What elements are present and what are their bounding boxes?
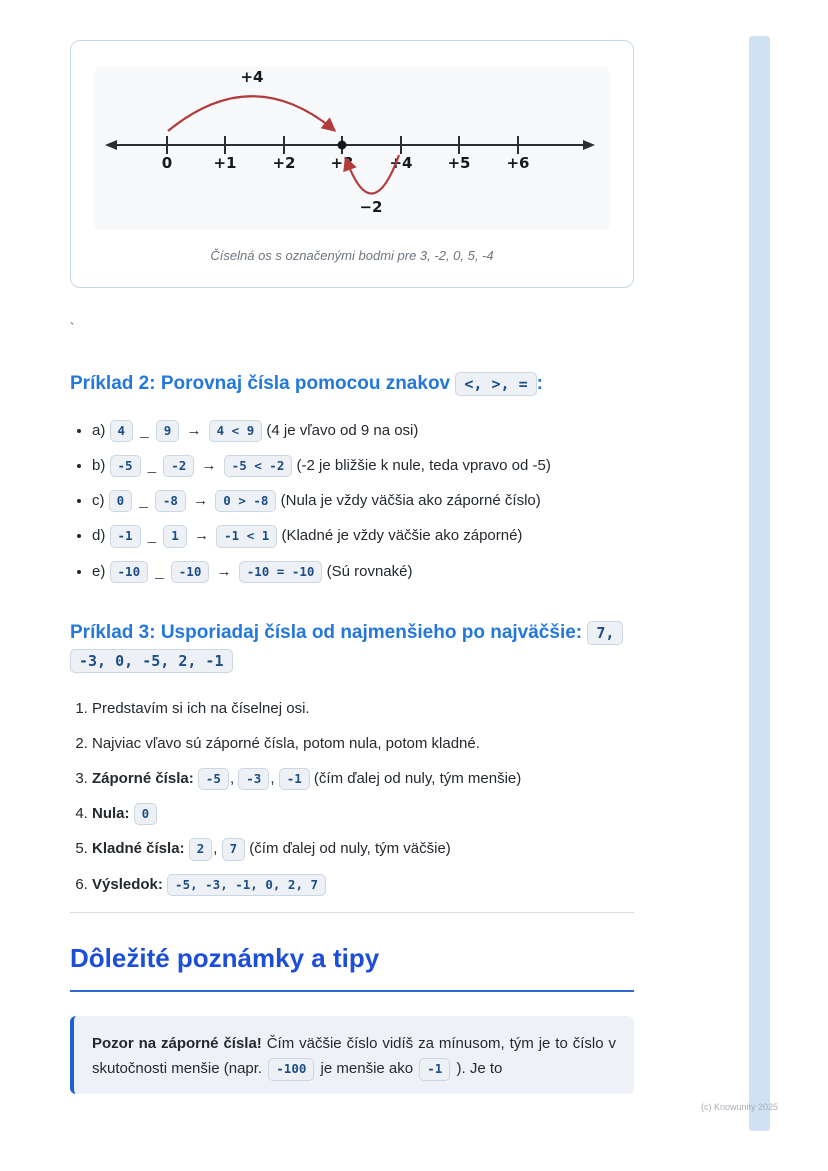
value-chip: 0 [134,803,158,825]
list-item [92,419,634,442]
callout-text-2: je menšie ako [320,1060,414,1078]
result-chip: 0 > -8 [215,490,276,512]
arrow-icon: → [186,421,202,439]
value-chip: -3 [238,768,269,790]
blank-separator: _ [147,456,157,474]
example3-heading-text: Príklad 3: Usporiadaj čísla od najmenšieho po najväčšie: [70,621,583,643]
value-chip: -1 [279,768,310,790]
value-chip: 7 [222,838,246,860]
step-label: Výsledok: [92,875,163,893]
tick-label-1: +1 [213,154,237,172]
value-chip: -100 [268,1058,314,1080]
value-chip: 2 [189,838,213,860]
axis-right-arrow-icon [583,140,595,150]
copyright-notice: (c) Knowunity 2025 [700,1102,778,1112]
example3-heading [70,619,634,676]
axis [105,136,595,154]
callout-text-1: Čím väčšie číslo vidíš za mínusom, tým je to číslo v skutočnosti menšie (napr. [92,1034,616,1078]
step-text: Najviac vľavo sú záporné čísla, potom nula, potom kladné. [92,734,480,752]
comma: , [213,840,218,858]
value-chip: 4 [110,420,134,442]
step-item [92,733,634,755]
section-divider [70,912,634,913]
step-label: Záporné čísla: [92,769,194,787]
number-line-svg [94,67,610,230]
arrow-icon: → [193,492,209,509]
jump-label-plus4: +4 [240,68,264,86]
comma: , [270,769,275,787]
tick-label-5: +5 [447,154,471,172]
step-item [92,698,634,720]
item-label: c) [92,492,105,509]
tick-label-6: +6 [506,154,530,172]
step-note: (čím ďalej od nuly, tým menšie) [313,769,522,787]
step-note: (čím ďalej od nuly, tým väčšie) [249,840,451,858]
item-note: (4 je vľavo od 9 na osi) [266,421,419,439]
callout-text-3: ). Je to [456,1060,503,1078]
arrow-icon: → [201,456,217,474]
numbers-code: 7, -3, 0, -5, 2, -1 [70,621,623,674]
list-item [92,560,634,583]
step-item [92,874,634,896]
stray-backtick: ` [70,320,75,335]
step-label: Nula: [92,805,130,822]
value-chip: 1 [163,525,187,547]
result-chip: 4 < 9 [209,420,263,442]
result-chip: -5, -3, -1, 0, 2, 7 [167,874,326,896]
item-note: (Nula je vždy väčšia ako záporné číslo) [280,492,541,509]
step-item [92,768,634,790]
tick-label-0: 0 [161,154,173,172]
blank-separator: _ [155,562,164,580]
value-chip: -8 [155,490,186,512]
list-item [92,489,634,512]
item-note: (Kladné je vždy väčšie ako záporné) [281,527,523,545]
axis-left-arrow-icon [105,140,117,150]
number-line-figure [70,40,634,288]
value-chip: -10 [110,561,149,583]
callout-title: Pozor na záporné čísla! [92,1034,262,1052]
item-label: e) [92,562,106,580]
value-chip: -10 [171,561,210,583]
example2-heading [70,370,634,399]
scrollbar[interactable] [749,36,770,1131]
comma: , [229,769,235,787]
value-chip: 9 [156,420,180,442]
value-chip: -1 [110,525,141,547]
figure-caption: Číselná os s označenými bodmi pre 3, -2, 0, 5, -4 [210,248,494,263]
arrow-icon: → [193,527,209,545]
blank-separator: _ [140,421,149,439]
item-label: a) [92,421,106,439]
callout-text [92,1031,616,1082]
list-item [92,454,634,477]
warning-callout [70,1016,634,1094]
tick-label-2: +2 [272,154,296,172]
blank-separator: _ [147,527,157,545]
value-chip: -5 [110,455,141,477]
list-item [92,524,634,547]
tick-label-3: +3 [330,154,354,172]
jump-label-minus2: −2 [359,198,383,216]
example2-heading-colon: : [536,373,543,394]
notes-heading: Dôležité poznámky a tipy [70,943,634,992]
point-dot [338,141,347,150]
number-line-diagram [94,67,610,230]
value-chip: -1 [419,1058,450,1080]
result-chip: -5 < -2 [224,455,293,477]
blank-separator: _ [139,492,148,509]
step-item [92,838,634,860]
step-item [92,803,634,825]
jump-arc-plus4 [168,96,334,131]
item-label: d) [92,527,106,545]
value-chip: 0 [109,490,133,512]
comparison-signs-code: <, >, = [455,372,536,396]
step-label: Kladné čísla: [92,840,185,858]
tick-label-4: +4 [389,154,413,172]
item-note: (-2 je bližšie k nule, teda vpravo od -5) [296,456,551,474]
result-chip: -1 < 1 [216,525,277,547]
value-chip: -2 [163,455,194,477]
item-label: b) [92,456,106,474]
example3-steps [70,698,634,896]
value-chip: -5 [198,768,229,790]
document-content [70,0,634,1094]
result-chip: -10 = -10 [239,561,323,583]
step-text: Predstavím si ich na číselnej osi. [92,699,310,717]
example2-heading-text: Príklad 2: Porovnaj čísla pomocou znakov [70,373,451,394]
arrow-icon: → [216,562,232,580]
item-note: (Sú rovnaké) [326,562,413,580]
example2-list [70,419,634,583]
